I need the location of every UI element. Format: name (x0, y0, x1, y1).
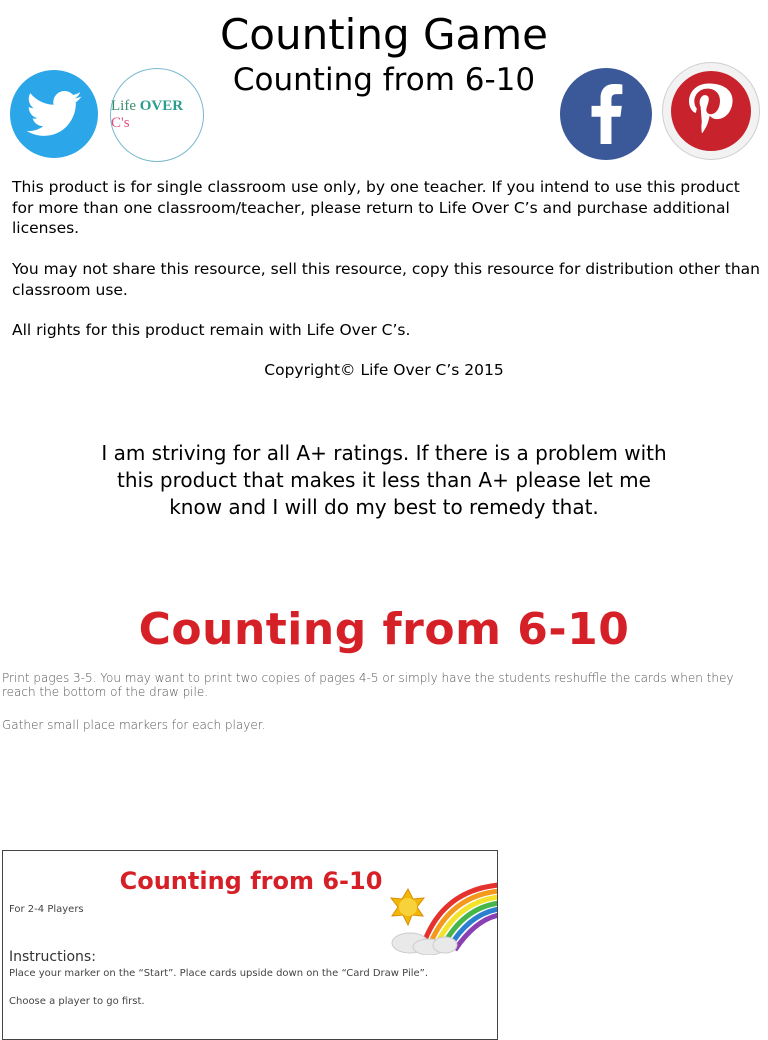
terms-paragraph-3: All rights for this product remain with Life Over C’s. (12, 321, 411, 339)
card-title: Counting from 6-10 (119, 867, 383, 895)
pinterest-badge (671, 71, 751, 151)
print-instructions: Print pages 3-5. You may want to print two copies of pages 4-5 or simply have the students reshuffle the cards when they reach the bottom of the draw pile. (2, 671, 734, 699)
twitter-icon[interactable] (10, 70, 98, 158)
marker-instructions: Gather small place markers for each player. (2, 718, 266, 732)
facebook-icon[interactable] (560, 68, 652, 160)
terms-paragraph-2: You may not share this resource, sell this resource, copy this resource for distribution other than classroom use. (12, 260, 760, 299)
card-players: For 2-4 Players (9, 904, 84, 915)
card-instruction-line-2: Choose a player to go first. (9, 996, 145, 1007)
logo-wordmark: Life OVER C's (111, 98, 184, 131)
pinterest-icon[interactable] (662, 62, 760, 160)
ratings-quote: I am striving for all A+ ratings. If there is a problem with this product that makes it less than A+ please let me know and I will do my best to remedy that. (101, 441, 667, 519)
life-over-cs-logo (110, 68, 204, 162)
page-title: Counting Game (219, 10, 549, 59)
section-title: Counting from 6-10 (138, 604, 630, 655)
twitter-bird-glyph (26, 91, 82, 137)
pinterest-p-glyph (689, 83, 733, 139)
copyright-text: Copyright© Life Over C’s 2015 (264, 361, 504, 379)
instruction-card-preview (2, 850, 498, 1040)
terms-paragraph-1: This product is for single classroom use only, by one teacher. If you intend to use this product for more than one classroom/teacher, please return to Life Over C’s and purchase additional licenses. (12, 178, 740, 237)
card-instructions-heading: Instructions: (9, 949, 96, 965)
page-subtitle: Counting from 6-10 (232, 62, 536, 98)
facebook-f-glyph (586, 84, 626, 144)
rainbow-sun-icon (375, 865, 498, 955)
card-instruction-line-1: Place your marker on the “Start”. Place cards upside down on the “Card Draw Pile”. (9, 968, 429, 979)
